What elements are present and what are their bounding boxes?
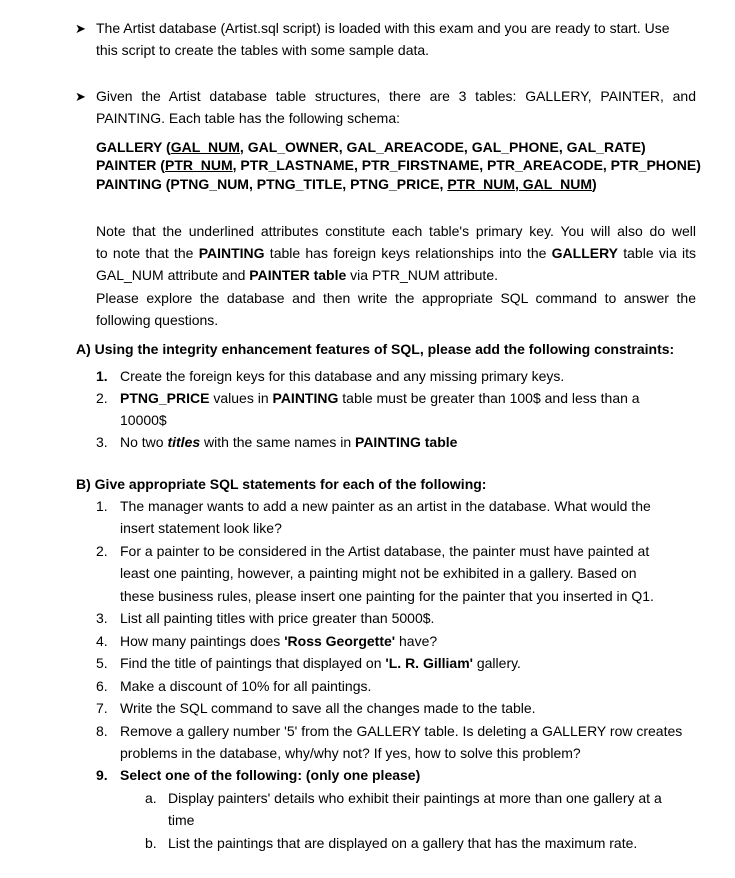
- painter-primary-key: PTR_NUM: [164, 157, 233, 173]
- b-q1-line-2: insert statement look like?: [120, 520, 282, 536]
- note-line-1: Note that the underlined attributes constitute each table's primary key. You will also do well: [96, 223, 696, 239]
- section-b-heading: B) Give appropriate SQL statements for each of the following:: [76, 476, 487, 492]
- b-q9a-line-1: Display painters' details who exhibit their paintings at more than one gallery at a: [168, 790, 662, 806]
- painting-primary-key: PTR_NUM, GAL_NUM: [447, 176, 593, 192]
- bullet-arrow-icon: ➤: [75, 89, 86, 104]
- note-line-4: Please explore the database and then write the appropriate SQL command to answer the: [96, 290, 696, 306]
- b-q5-number: 5.: [96, 655, 108, 671]
- b-q3-text: List all painting titles with price greater than 5000$.: [120, 610, 435, 626]
- gallery-primary-key: GAL_NUM: [170, 139, 240, 155]
- a-item-3-text: No two titles with the same names in PAINTING table: [120, 434, 458, 450]
- b-q3-number: 3.: [96, 610, 108, 626]
- note-line-5: following questions.: [96, 312, 219, 328]
- intro-bullet-1-line-1: The Artist database (Artist.sql script) is loaded with this exam and you are ready to start. Use: [96, 20, 670, 36]
- b-q1-number: 1.: [96, 498, 108, 514]
- b-q1-line-1: The manager wants to add a new painter as an artist in the database. What would the: [120, 498, 651, 514]
- b-q9-number: 9.: [96, 767, 108, 783]
- b-q2-line-2: least one painting, however, a painting might not be exhibited in a gallery. Based on: [120, 565, 637, 581]
- a-item-2-line-2: 10000$: [120, 412, 167, 428]
- note-line-2: to note that the PAINTING table has foreign keys relationships into the GALLERY table via its: [96, 245, 696, 261]
- b-q2-number: 2.: [96, 543, 108, 559]
- b-q8-line-2: problems in the database, why/why not? If yes, how to solve this problem?: [120, 745, 581, 761]
- b-q2-line-3: these business rules, please insert one painting for the painter that you inserted in Q1.: [120, 588, 654, 604]
- a-item-2-number: 2.: [96, 390, 108, 406]
- b-q6-text: Make a discount of 10% for all paintings.: [120, 678, 372, 694]
- b-q7-text: Write the SQL command to save all the changes made to the table.: [120, 700, 536, 716]
- schema-painting: PAINTING (PTNG_NUM, PTNG_TITLE, PTNG_PRICE, PTR_NUM, GAL_NUM): [96, 176, 597, 192]
- b-q4-number: 4.: [96, 633, 108, 649]
- b-q4-text: How many paintings does 'Ross Georgette' have?: [120, 633, 438, 649]
- b-q9a-line-2: time: [168, 812, 195, 828]
- b-q8-line-1: Remove a gallery number '5' from the GALLERY table. Is deleting a GALLERY row creates: [120, 723, 683, 739]
- b-q9b-text: List the paintings that are displayed on a gallery that has the maximum rate.: [168, 835, 638, 851]
- section-a-heading: A) Using the integrity enhancement features of SQL, please add the following constraints:: [76, 341, 675, 357]
- b-q6-number: 6.: [96, 678, 108, 694]
- intro-bullet-2-line-2: PAINTING. Each table has the following schema:: [96, 110, 400, 126]
- schema-gallery: GALLERY (GAL_NUM, GAL_OWNER, GAL_AREACODE, GAL_PHONE, GAL_RATE): [96, 139, 646, 155]
- schema-painter: PAINTER (PTR_NUM, PTR_LASTNAME, PTR_FIRSTNAME, PTR_AREACODE, PTR_PHONE): [96, 157, 701, 173]
- b-q9-text: Select one of the following: (only one please): [120, 767, 421, 783]
- a-item-3-number: 3.: [96, 434, 108, 450]
- intro-bullet-2-line-1: Given the Artist database table structures, there are 3 tables: GALLERY, PAINTER, and: [96, 88, 696, 104]
- b-q9a-letter: a.: [145, 790, 157, 806]
- intro-bullet-1-line-2: this script to create the tables with some sample data.: [96, 42, 430, 58]
- b-q2-line-1: For a painter to be considered in the Artist database, the painter must have painted at: [120, 543, 650, 559]
- a-item-2-text: PTNG_PRICE values in PAINTING table must be greater than 100$ and less than a: [120, 390, 640, 406]
- b-q8-number: 8.: [96, 723, 108, 739]
- a-item-1-text: Create the foreign keys for this database and any missing primary keys.: [120, 368, 565, 384]
- b-q7-number: 7.: [96, 700, 108, 716]
- b-q9b-letter: b.: [145, 835, 157, 851]
- bullet-arrow-icon: ➤: [75, 21, 86, 36]
- note-line-3: GAL_NUM attribute and PAINTER table via PTR_NUM attribute.: [96, 267, 498, 283]
- a-item-1-number: 1.: [96, 368, 108, 384]
- b-q5-text: Find the title of paintings that displayed on 'L. R. Gilliam' gallery.: [120, 655, 521, 671]
